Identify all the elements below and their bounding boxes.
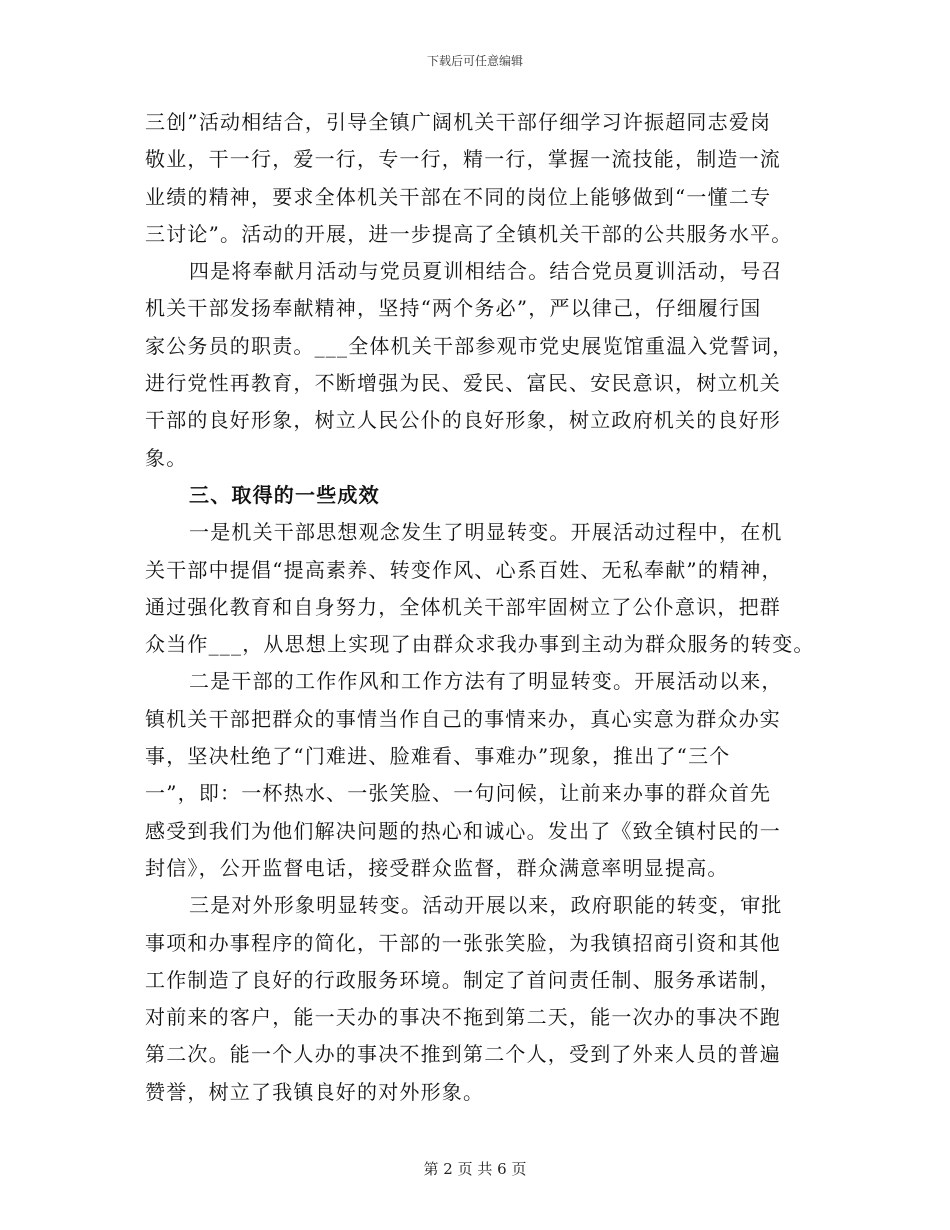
- text-line: 镇机关干部把群众的事情当作自己的事情来办，真心实意为群众办实: [145, 706, 781, 731]
- text-line: 一”，即：一杯热水、一张笑脸、一句问候，让前来办事的群众首先: [145, 781, 772, 806]
- text-line: 家公务员的职责。___全体机关干部参观市党史展览馆重温入党誓词，: [145, 333, 794, 358]
- text-line: 象。: [145, 445, 188, 470]
- text-line: 关干部中提倡“提高素养、转变作风、心系百姓、无私奉献”的精神，: [145, 557, 783, 582]
- document-body: [145, 104, 825, 1111]
- text-line: 三讨论”。活动的开展，进一步提高了全镇机关干部的公共服务水平。: [145, 221, 793, 246]
- text-line: 赞誉，树立了我镇良好的对外形象。: [145, 1079, 485, 1104]
- page-header: 下载后可任意编辑: [426, 54, 523, 68]
- text-line: 事，坚决杜绝了“门难进、脸难看、事难办”现象，推出了“三个: [145, 744, 731, 769]
- paragraph-first-line: 四是将奉献月活动与党员夏训相结合。结合党员夏训活动，号召: [189, 259, 783, 284]
- text-line: 干部的良好形象，树立人民公仆的良好形象，树立政府机关的良好形: [145, 408, 781, 433]
- section-heading: 三、取得的一些成效: [189, 482, 380, 507]
- text-line: 众当作___，从思想上实现了由群众求我办事到主动为群众服务的转变。: [145, 632, 815, 657]
- text-line: 机关干部发扬奉献精神，坚持“两个务必”，严以律己，仔细履行国: [145, 296, 762, 321]
- text-line: 通过强化教育和自身努力，全体机关干部牢固树立了公仆意识，把群: [145, 594, 781, 619]
- text-line: 封信》，公开监督电话，接受群众监督，群众满意率明显提高。: [145, 855, 729, 880]
- text-line: 敬业，干一行，爱一行，专一行，精一行，掌握一流技能，制造一流: [145, 147, 781, 172]
- text-line: 第二次。能一个人办的事决不推到第二个人，受到了外来人员的普遍: [145, 1042, 781, 1067]
- paragraph-first-line: 二是干部的工作作风和工作方法有了明显转变。开展活动以来，: [189, 669, 783, 694]
- text-line: 进行党性再教育，不断增强为民、爱民、富民、安民意识，树立机关: [145, 371, 781, 396]
- paragraph-first-line: 三是对外形象明显转变。活动开展以来，政府职能的转变，审批: [189, 893, 783, 918]
- text-line: 工作制造了良好的行政服务环境。制定了首问责任制、服务承诺制，: [145, 967, 781, 992]
- text-line: 对前来的客户，能一天办的事决不拖到第二天，能一次办的事决不跑: [145, 1005, 781, 1030]
- text-line: 三创”活动相结合，引导全镇广阔机关干部仔细学习许振超同志爱岗: [145, 110, 772, 134]
- text-line: 业绩的精神，要求全体机关干部在不同的岗位上能够做到“一懂二专: [145, 184, 772, 209]
- page-number-footer: 第 2 页 共 6 页: [423, 1160, 527, 1178]
- text-line: 事项和办事程序的简化，干部的一张张笑脸，为我镇招商引资和其他: [145, 930, 781, 955]
- paragraph-first-line: 一是机关干部思想观念发生了明显转变。开展活动过程中，在机: [189, 520, 783, 545]
- text-line: 感受到我们为他们解决问题的热心和诚心。发出了《致全镇村民的一: [145, 818, 781, 843]
